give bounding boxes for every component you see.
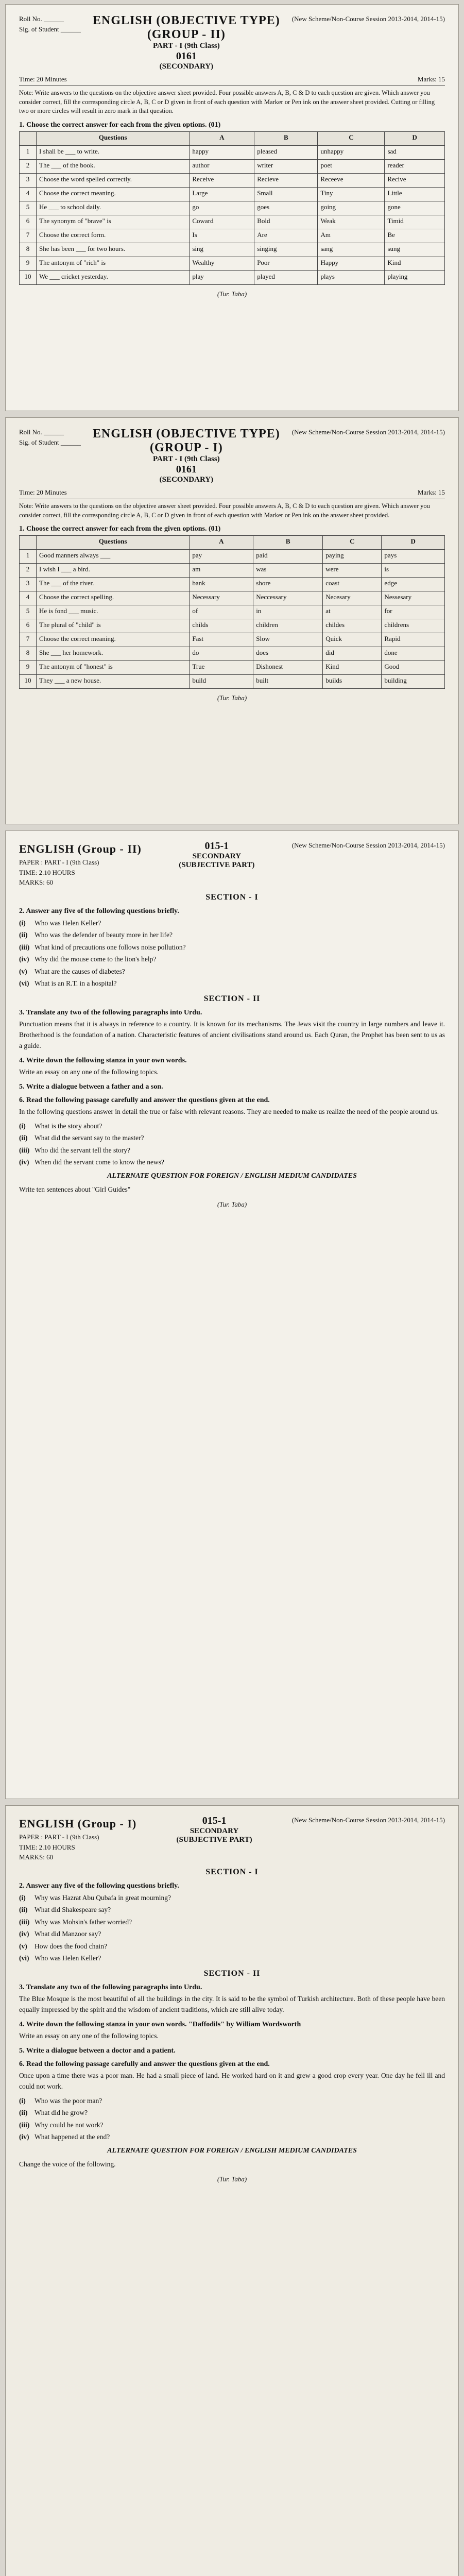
question-number: 5 [20, 605, 37, 619]
question-text: The antonym of "rich" is [37, 257, 190, 270]
mcq-row [20, 229, 445, 243]
mcq-row [20, 578, 445, 591]
answer-option: childrens [382, 619, 445, 633]
answer-option: at [323, 605, 382, 619]
question-number: (vi) [19, 979, 29, 988]
paper-code: 0161 [176, 464, 197, 475]
mcq-row [20, 243, 445, 257]
answer-option: paid [253, 550, 323, 564]
question-number: 3 [20, 173, 37, 187]
answer-option: paying [323, 550, 382, 564]
short-question [19, 966, 445, 977]
answer-option: Kind [323, 661, 382, 675]
question-text: Why did the mouse come to the lion's help? [35, 955, 157, 963]
answer-option: Dishonest [253, 661, 323, 675]
answer-option: Receive [190, 173, 254, 187]
answer-option: is [382, 564, 445, 578]
question-text: What kind of precautions one follows noise pollution? [35, 943, 186, 951]
question-number: (vi) [19, 1954, 29, 1962]
mcq-table [19, 535, 445, 689]
mcq-header-cell: D [382, 536, 445, 550]
answer-option: Receeve [318, 173, 385, 187]
question-number: (i) [19, 1122, 26, 1130]
answer-option: were [323, 564, 382, 578]
turn-over-label: (Tur. Taba) [217, 1200, 247, 1208]
answer-option: done [382, 647, 445, 661]
question-text: She ___ her homework. [37, 647, 190, 661]
marks-label: MARKS: 60 [19, 1853, 54, 1861]
question-6-heading: 6. Read the following passage carefully and answer the questions given at the end. [19, 1096, 270, 1104]
question-text: Who was the poor man? [35, 2096, 102, 2105]
question-text: Why was Mohsin's father worried? [35, 1918, 132, 1926]
answer-option: built [253, 675, 323, 689]
short-questions-list [19, 1892, 445, 1964]
question-text: Who was Helen Keller? [35, 919, 101, 927]
mcq-header-cell: B [253, 536, 323, 550]
question-text: The ___ of the river. [37, 578, 190, 591]
time-marks-row [19, 73, 445, 86]
question-1-heading: 1. Choose the correct answer for each from the given options. (01) [19, 525, 221, 533]
answer-option: Is [190, 229, 254, 243]
alternate-question: Change the voice of the following. [19, 2160, 116, 2168]
question-number: 2 [20, 564, 37, 578]
comprehension-question [19, 2131, 445, 2143]
question-number: (i) [19, 919, 26, 927]
essay-instruction: Write an essay on any one of the following topics. [19, 2031, 159, 2040]
answer-option: Nessesary [382, 591, 445, 605]
roll-number-label: Roll No. ______ Sig. of Student ______ [19, 428, 81, 446]
answer-option: shore [253, 578, 323, 591]
roll-number-label: Roll No. ______ Sig. of Student ______ [19, 15, 81, 33]
question-number: (ii) [19, 1906, 28, 1914]
question-text: When did the servant come to know the news? [35, 1158, 164, 1166]
question-number: 2 [20, 159, 37, 173]
answer-option: Poor [254, 257, 318, 270]
question-number: (ii) [19, 2109, 28, 2117]
objective-sheet-group-1 [5, 417, 459, 824]
answer-option: pleased [254, 145, 318, 159]
answer-option: Kind [385, 257, 445, 270]
question-4-heading: 4. Write down the following stanza in your own words. [19, 1056, 187, 1064]
answer-option: Wealthy [190, 257, 254, 270]
question-number: (v) [19, 967, 27, 975]
answer-option: Neccessary [253, 591, 323, 605]
question-text: The synonym of "brave" is [37, 215, 190, 229]
exam-level: (SECONDARY) [159, 476, 214, 484]
question-number: (iii) [19, 1146, 30, 1154]
question-text: Choose the word spelled correctly. [37, 173, 190, 187]
mcq-row [20, 675, 445, 689]
marks-label: MARKS: 60 [19, 878, 54, 886]
exam-subtitle: PART - I (9th Class) [152, 455, 220, 463]
mcq-header-cell: Questions [37, 536, 190, 550]
session-label: (New Scheme/Non-Course Session 2013-2014, 2014-15) [291, 428, 445, 436]
question-text: What is an R.T. in a hospital? [35, 979, 117, 988]
question-text: The ___ of the book. [37, 159, 190, 173]
answer-option: did [323, 647, 382, 661]
question-5-heading: 5. Write a dialogue between a doctor and a patient. [19, 2046, 176, 2055]
answer-option: Am [318, 229, 385, 243]
session-label: (New Scheme/Non-Course Session 2013-2014, 2014-15) [291, 1816, 445, 1824]
essay-instruction: Write an essay on any one of the following topics. [19, 1067, 159, 1076]
answer-option: build [190, 675, 253, 689]
answer-option: Weak [318, 215, 385, 229]
mcq-header-cell: A [190, 536, 253, 550]
alternate-question: Write ten sentences about "Girl Guides" [19, 1185, 131, 1194]
answer-option: for [382, 605, 445, 619]
question-number: (iv) [19, 2133, 29, 2141]
time-label: TIME: 2.10 HOURS [19, 868, 75, 876]
time-marks-row [19, 486, 445, 499]
question-text: He is fond ___ music. [37, 605, 190, 619]
answer-option: bank [190, 578, 253, 591]
answer-option: sad [385, 145, 445, 159]
question-text: What did Shakespeare say? [35, 1906, 111, 1914]
answer-option: Timid [385, 215, 445, 229]
exam-level: SECONDARY [190, 1827, 239, 1835]
short-questions-list [19, 918, 445, 990]
question-number: 9 [20, 661, 37, 675]
question-6-heading: 6. Read the following passage carefully and answer the questions given at the end. [19, 2060, 270, 2068]
answer-option: played [254, 270, 318, 284]
answer-option: pay [190, 550, 253, 564]
question-text: She has been ___ for two hours. [37, 243, 190, 257]
answer-option: Be [385, 229, 445, 243]
answer-option: Recive [385, 173, 445, 187]
question-text: The antonym of "honest" is [37, 661, 190, 675]
sheet-header [19, 14, 445, 71]
answer-option: building [382, 675, 445, 689]
instructions-note: Note: Write answers to the questions on the objective answer sheet provided. Four possible answers A, B, C & D to each question are given. Which answer you consider correct, fill the corresponding circle A, B, C or D given in front of each question with Marker or Pen ink on the answer sheet provided. [19, 502, 430, 519]
question-number: 10 [20, 270, 37, 284]
short-question [19, 942, 445, 953]
answer-option: childs [190, 619, 253, 633]
question-text: He ___ to school daily. [37, 201, 190, 215]
question-text: Good manners always ___ [37, 550, 190, 564]
short-question [19, 1953, 445, 1964]
comprehension-question [19, 1132, 445, 1144]
answer-option: am [190, 564, 253, 578]
question-text: Who did the servant tell the story? [35, 1146, 130, 1154]
comprehension-question [19, 1121, 445, 1132]
short-question [19, 978, 445, 989]
exam-level: SECONDARY [192, 852, 242, 860]
alternate-question-heading: ALTERNATE QUESTION FOR FOREIGN / ENGLISH MEDIUM CANDIDATES [107, 1172, 357, 1180]
answer-option: pays [382, 550, 445, 564]
exam-title: ENGLISH (OBJECTIVE TYPE) (GROUP - I) [93, 427, 280, 454]
question-number: 10 [20, 675, 37, 689]
mcq-row [20, 173, 445, 187]
mcq-header-cell [20, 131, 37, 145]
answer-option: Bold [254, 215, 318, 229]
question-number: 1 [20, 145, 37, 159]
question-text: We ___ cricket yesterday. [37, 270, 190, 284]
turn-over-label: (Tur. Taba) [217, 694, 247, 702]
mcq-header-cell: C [323, 536, 382, 550]
mcq-row [20, 633, 445, 647]
question-number: 9 [20, 257, 37, 270]
exam-title: ENGLISH (Group - II) [19, 842, 142, 855]
comprehension-question [19, 1157, 445, 1168]
answer-option: children [253, 619, 323, 633]
answer-option: sang [318, 243, 385, 257]
exam-subtitle: PART - I (9th Class) [152, 42, 220, 50]
section-2-heading: SECTION - II [203, 1969, 261, 1978]
short-question [19, 1928, 445, 1940]
time-label: TIME: 2.10 HOURS [19, 1843, 75, 1851]
question-number: 8 [20, 647, 37, 661]
question-number: 4 [20, 591, 37, 605]
answer-option: sung [385, 243, 445, 257]
answer-option: writer [254, 159, 318, 173]
mcq-row [20, 591, 445, 605]
subjective-sheet-group-2 [5, 831, 459, 1799]
question-text: What are the causes of diabetes? [35, 967, 125, 975]
question-text: How does the food chain? [35, 1942, 107, 1950]
question-text: What did the servant say to the master? [35, 1134, 144, 1142]
marks-label: Marks: 15 [417, 75, 445, 83]
answer-option: Are [254, 229, 318, 243]
answer-option: reader [385, 159, 445, 173]
answer-option: Necessary [190, 591, 253, 605]
answer-option: Coward [190, 215, 254, 229]
turn-over-label: (Tur. Taba) [217, 290, 247, 298]
question-text: Choose the correct form. [37, 229, 190, 243]
answer-option: do [190, 647, 253, 661]
question-text: The plural of "child" is [37, 619, 190, 633]
short-question [19, 1941, 445, 1952]
answer-option: was [253, 564, 323, 578]
comprehension-passage: Once upon a time there was a poor man. He had a small piece of land. He worked hard on it and grew a good crop every year. One day he fell ill and could not work. [19, 2071, 445, 2090]
short-question [19, 1917, 445, 1928]
paper-label: PAPER : PART - I (9th Class) [19, 858, 99, 866]
question-text: They ___ a new house. [37, 675, 190, 689]
answer-option: coast [323, 578, 382, 591]
mcq-row [20, 201, 445, 215]
answer-option: Good [382, 661, 445, 675]
exam-level: (SECONDARY) [159, 62, 214, 71]
answer-option: sing [190, 243, 254, 257]
question-number: 1 [20, 550, 37, 564]
answer-option: plays [318, 270, 385, 284]
question-number: 8 [20, 243, 37, 257]
question-2-heading: 2. Answer any five of the following questions briefly. [19, 1882, 179, 1890]
mcq-row [20, 145, 445, 159]
subjective-sheet-group-1 [5, 1805, 459, 2576]
answer-option: Large [190, 187, 254, 201]
short-question [19, 954, 445, 965]
paper-code: 015-1 [202, 1815, 227, 1826]
exam-title: ENGLISH (Group - I) [19, 1817, 137, 1830]
comprehension-passage: In the following questions answer in detail the true or false with relevant reasons. They are needed to make us realize the need of the people around us. [19, 1107, 439, 1115]
answer-option: poet [318, 159, 385, 173]
mcq-row [20, 215, 445, 229]
question-number: 6 [20, 619, 37, 633]
answer-option: Fast [190, 633, 253, 647]
question-text: What happened at the end? [35, 2133, 110, 2141]
question-number: 3 [20, 578, 37, 591]
mcq-row [20, 270, 445, 284]
question-number: (iii) [19, 2121, 30, 2129]
mcq-header-cell: A [190, 131, 254, 145]
mcq-row [20, 661, 445, 675]
question-number: (iv) [19, 955, 29, 963]
answer-option: playing [385, 270, 445, 284]
question-number: (iii) [19, 943, 30, 951]
comprehension-question [19, 2107, 445, 2119]
paper-type: (SUBJECTIVE PART) [179, 861, 255, 869]
question-text: Why could he not work? [35, 2121, 104, 2129]
answer-option: goes [254, 201, 318, 215]
comprehension-question [19, 2095, 445, 2107]
question-5-heading: 5. Write a dialogue between a father and a son. [19, 1082, 163, 1091]
marks-label: Marks: 15 [417, 488, 445, 496]
answer-option: Recieve [254, 173, 318, 187]
short-question [19, 1892, 445, 1904]
question-number: (iv) [19, 1158, 29, 1166]
translation-passage: Punctuation means that it is always in reference to a country. It is known for its mechanisms. The Jews visit the country in large numbers and leave it. Brotherhood is the foundation of a nation. Characteristic features of ancient civilisations stand around us. Each Quran, the Prophet has been sent to us as a guide. [19, 1020, 445, 1049]
answer-option: Small [254, 187, 318, 201]
short-question [19, 1904, 445, 1916]
answer-option: of [190, 605, 253, 619]
objective-sheet-group-2 [5, 4, 459, 411]
answer-option: builds [323, 675, 382, 689]
paper-code: 0161 [176, 50, 197, 62]
comprehension-questions [19, 2095, 445, 2143]
sheet-header [19, 427, 445, 484]
question-text: Choose the correct meaning. [37, 633, 190, 647]
answer-option: happy [190, 145, 254, 159]
question-text: Why was Hazrat Abu Qubafa in great mourning? [35, 1893, 171, 1902]
paper-type: (SUBJECTIVE PART) [176, 1836, 252, 1844]
short-question [19, 929, 445, 941]
answer-option: gone [385, 201, 445, 215]
question-number: 7 [20, 633, 37, 647]
question-text: What did he grow? [35, 2109, 88, 2117]
mcq-row [20, 647, 445, 661]
question-text: What did Manzoor say? [35, 1930, 101, 1938]
mcq-table [19, 131, 445, 285]
question-2-heading: 2. Answer any five of the following questions briefly. [19, 907, 179, 915]
answer-option: Happy [318, 257, 385, 270]
question-number: (i) [19, 1893, 26, 1902]
instructions-note: Note: Write answers to the questions on the objective answer sheet provided. Four possible answers A, B, C & D to each question are given. Which answer you consider correct, fill the corresponding circle A, B, C or D given in front of each question with Marker or Pen ink on the answer sheet provided. Cutting or filling two or more circles will result in zero mark in that question. [19, 89, 435, 114]
sheet-header [19, 1815, 445, 1862]
question-number: (ii) [19, 1134, 28, 1142]
comprehension-questions [19, 1121, 445, 1168]
mcq-row [20, 619, 445, 633]
paper-label: PAPER : PART - I (9th Class) [19, 1833, 99, 1841]
question-4-heading: 4. Write down the following stanza in your own words. "Daffodils" by William Wordsworth [19, 2020, 301, 2028]
question-number: 5 [20, 201, 37, 215]
alternate-question-heading: ALTERNATE QUESTION FOR FOREIGN / ENGLISH MEDIUM CANDIDATES [107, 2147, 357, 2155]
question-3-heading: 3. Translate any two of the following paragraphs into Urdu. [19, 1984, 202, 1992]
section-1-heading: SECTION - I [205, 1867, 259, 1876]
translation-passage: The Blue Mosque is the most beautiful of all the buildings in the city. It is said to be the symbol of Turkish architecture. Both of these people have been equally impressed by the spirit and the wisdom of ancient traditions, which are still alive today. [19, 1995, 445, 2013]
answer-option: play [190, 270, 254, 284]
answer-option: Rapid [382, 633, 445, 647]
question-number: (v) [19, 1942, 27, 1950]
question-1-heading: 1. Choose the correct answer for each from the given options. (01) [19, 121, 221, 129]
exam-title: ENGLISH (OBJECTIVE TYPE) (GROUP - II) [93, 14, 280, 41]
answer-option: Slow [253, 633, 323, 647]
answer-option: Quick [323, 633, 382, 647]
question-3-heading: 3. Translate any two of the following paragraphs into Urdu. [19, 1009, 202, 1017]
mcq-row [20, 605, 445, 619]
time-label: Time: 20 Minutes [19, 75, 67, 83]
mcq-row [20, 550, 445, 564]
answer-option: go [190, 201, 254, 215]
question-text: Who was the defender of beauty more in her life? [35, 931, 173, 939]
answer-option: singing [254, 243, 318, 257]
mcq-row [20, 187, 445, 201]
answer-option: Tiny [318, 187, 385, 201]
question-text: I wish I ___ a bird. [37, 564, 190, 578]
session-label: (New Scheme/Non-Course Session 2013-2014, 2014-15) [291, 841, 445, 849]
question-number: (iv) [19, 1930, 29, 1938]
comprehension-question [19, 2120, 445, 2131]
short-question [19, 918, 445, 929]
answer-option: Necesary [323, 591, 382, 605]
sheet-header [19, 840, 445, 888]
section-2-heading: SECTION - II [203, 994, 261, 1004]
mcq-row [20, 257, 445, 270]
answer-option: author [190, 159, 254, 173]
answer-option: in [253, 605, 323, 619]
comprehension-question [19, 1145, 445, 1156]
turn-over-label: (Tur. Taba) [217, 2175, 247, 2183]
question-text: Who was Helen Keller? [35, 1954, 101, 1962]
question-text: What is the story about? [35, 1122, 102, 1130]
answer-option: True [190, 661, 253, 675]
mcq-header-cell: C [318, 131, 385, 145]
paper-code: 015-1 [204, 840, 229, 852]
answer-option: Little [385, 187, 445, 201]
mcq-row [20, 564, 445, 578]
answer-option: going [318, 201, 385, 215]
question-text: I shall be ___ to write. [37, 145, 190, 159]
section-1-heading: SECTION - I [205, 892, 259, 902]
mcq-header-cell: Questions [37, 131, 190, 145]
question-number: 6 [20, 215, 37, 229]
answer-option: unhappy [318, 145, 385, 159]
question-number: (iii) [19, 1918, 30, 1926]
session-label: (New Scheme/Non-Course Session 2013-2014, 2014-15) [291, 15, 445, 23]
question-number: 4 [20, 187, 37, 201]
question-number: (ii) [19, 931, 28, 939]
mcq-header-cell: D [385, 131, 445, 145]
mcq-header-cell: B [254, 131, 318, 145]
question-text: Choose the correct meaning. [37, 187, 190, 201]
answer-option: does [253, 647, 323, 661]
question-text: Choose the correct spelling. [37, 591, 190, 605]
question-number: (i) [19, 2096, 26, 2105]
answer-option: edge [382, 578, 445, 591]
mcq-row [20, 159, 445, 173]
time-label: Time: 20 Minutes [19, 488, 67, 496]
answer-option: childes [323, 619, 382, 633]
mcq-header-cell [20, 536, 37, 550]
question-number: 7 [20, 229, 37, 243]
